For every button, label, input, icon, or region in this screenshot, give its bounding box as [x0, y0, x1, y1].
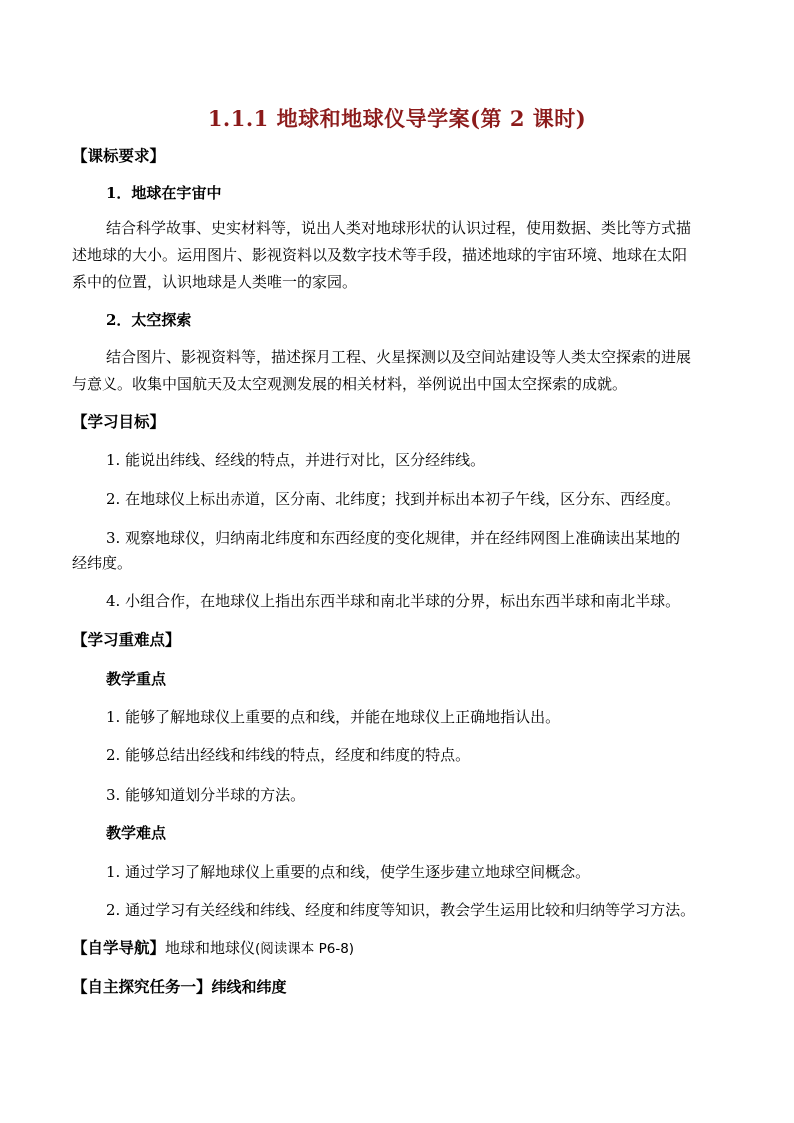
focus-item-2: 2. 能够总结出经线和纬线的特点，经度和纬度的特点。	[106, 746, 471, 764]
difficulty-item-2: 2. 通过学习有关经线和纬线、经度和纬度等知识，教会学生运用比较和归纳等学习方法。	[106, 901, 696, 919]
self-study-line	[72, 938, 354, 959]
key-points-heading: 【学习重难点】	[72, 630, 181, 649]
curriculum-item2-title: 2．太空探索	[106, 311, 192, 329]
goal-item-2: 2. 在地球仪上标出赤道，区分南、北纬度；找到并标出本初子午线，区分东、西经度。	[106, 490, 681, 508]
curriculum-item1-title: 1．地球在宇宙中	[106, 184, 222, 202]
goal-item-3: 3. 观察地球仪，归纳南北纬度和东西经度的变化规律，并在经纬网图上准确读出某地的	[106, 529, 681, 547]
page-title: 1.1.1 地球和地球仪导学案(第 2 课时)	[207, 106, 587, 131]
task1-line	[72, 977, 287, 997]
task1-topic: 纬线和纬度	[211, 978, 287, 996]
curriculum-item1-line1: 结合科学故事、史实材料等，说出人类对地球形状的认识过程，使用数据、类比等方式描	[106, 219, 692, 237]
self-study-reference: (阅读课本 P6-8)	[255, 941, 355, 957]
self-study-topic: 地球和地球仪	[165, 939, 256, 957]
curriculum-item2-line2: 与意义。收集中国航天及太空观测发展的相关材料，举例说出中国太空探索的成就。	[72, 375, 628, 393]
task1-heading: 【自主探究任务一】	[72, 977, 212, 996]
goal-item-4: 4. 小组合作，在地球仪上指出东西半球和南北半球的分界，标出东西半球和南北半球。	[106, 592, 681, 610]
difficulty-item-1: 1. 通过学习了解地球仪上重要的点和线，使学生逐步建立地球空间概念。	[106, 863, 591, 881]
focus-title: 教学重点	[106, 670, 167, 688]
curriculum-item1-line3: 系中的位置，认识地球是人类唯一的家园。	[72, 273, 358, 291]
curriculum-item1-line2: 述地球的大小。运用图片、影视资料以及数字技术等手段，描述地球的宇宙环境、地球在太阳	[72, 246, 688, 264]
goal-item-1: 1. 能说出纬线、经线的特点，并进行对比，区分经纬线。	[106, 451, 486, 469]
curriculum-item2-line1: 结合图片、影视资料等，描述探月工程、火星探测以及空间站建设等人类太空探索的进展	[106, 348, 692, 366]
goals-heading: 【学习目标】	[72, 412, 166, 431]
difficulty-title: 教学难点	[106, 824, 167, 842]
self-study-heading: 【自学导航】	[72, 938, 166, 957]
focus-item-1: 1. 能够了解地球仪上重要的点和线，并能在地球仪上正确地指认出。	[106, 708, 561, 726]
goal-item-3-cont: 经纬度。	[72, 554, 133, 572]
focus-item-3: 3. 能够知道划分半球的方法。	[106, 786, 306, 804]
curriculum-heading: 【课标要求】	[72, 146, 166, 165]
